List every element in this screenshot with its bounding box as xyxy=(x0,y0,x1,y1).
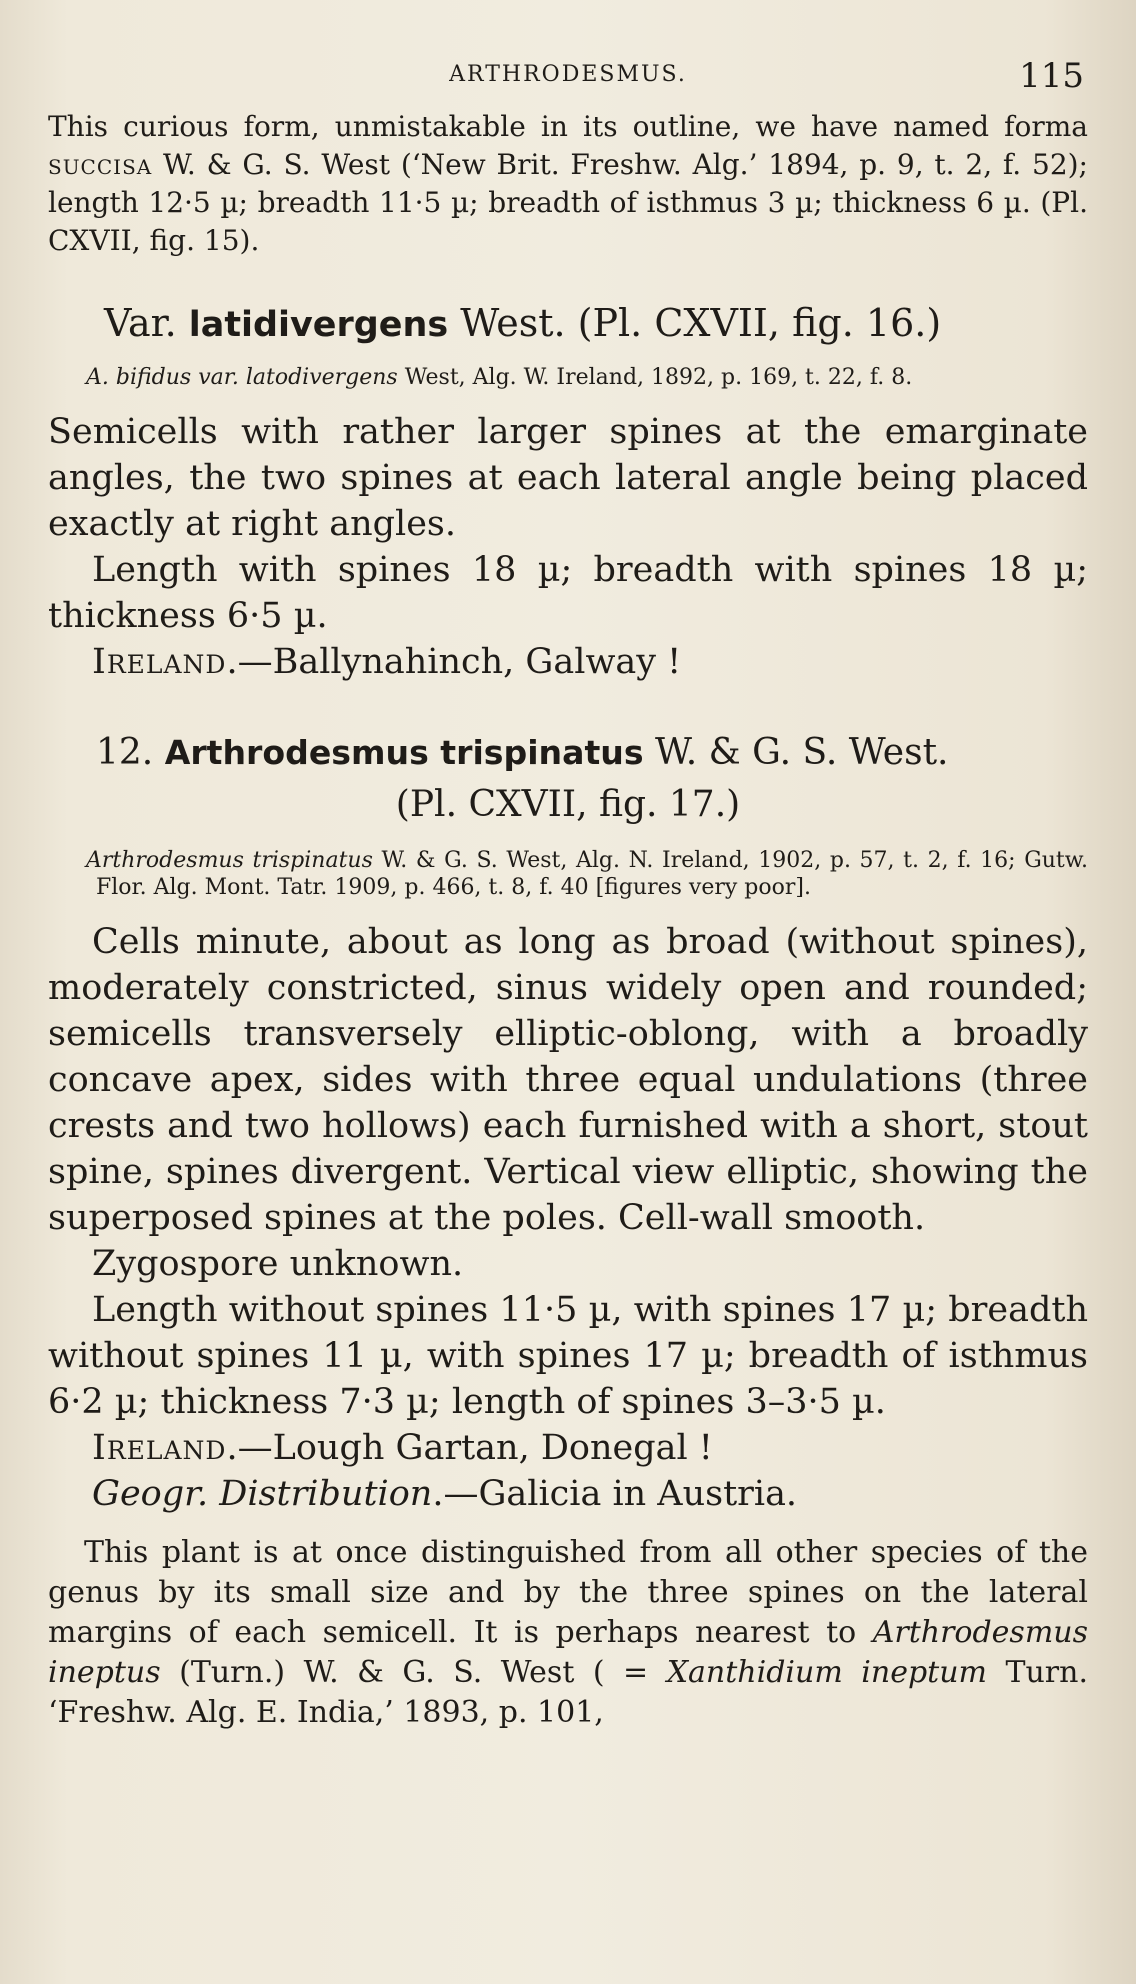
variety-locality xyxy=(48,639,1088,685)
species-note-italic-1: Arthrodesmus ineptus xyxy=(48,1615,1088,1690)
species-note xyxy=(48,1533,1088,1733)
page-number: 115 xyxy=(1019,56,1084,96)
intro-paragraph xyxy=(48,108,1088,260)
species-distribution xyxy=(48,1471,1088,1517)
species-synonym xyxy=(48,847,1088,901)
variety-heading xyxy=(104,298,1088,350)
species-locality-text: .—Lough Gartan, Donegal ! xyxy=(226,1428,713,1468)
species-number: 12. xyxy=(96,732,165,773)
species-plate: (Pl. CXVII, fig. 17.) xyxy=(395,784,741,825)
intro-text-a: This curious form, unmistakable in its outline, we have named forma xyxy=(48,110,1088,143)
intro-text-b: W. & G. S. West (‘New Brit. Freshw. Alg.’ 1894, p. 9, t. 2, f. 52); length 12·5 µ; breadth 11·5 µ; breadth of isthmus 3 µ; thickness 6 µ. (Pl. CXVII, fig. 15). xyxy=(48,148,1088,257)
species-distribution-text: .—Galicia in Austria. xyxy=(432,1474,798,1514)
variety-locality-text: .—Ballynahinch, Galway ! xyxy=(226,642,682,682)
forma-name: succisa xyxy=(48,148,153,181)
variety-synonym xyxy=(48,364,1088,391)
variety-description: Semicells with rather larger spines at the emarginate angles, the two spines at each lateral angle being placed exactly at right angles. xyxy=(48,412,1088,544)
species-note-italic-2: Xanthidium ineptum xyxy=(666,1655,987,1690)
variety-author-plate: West. (Pl. CXVII, fig. 16.) xyxy=(448,301,942,345)
species-locality xyxy=(48,1425,1088,1471)
page-header xyxy=(48,48,1088,98)
variety-synonym-italic: A. bifidus var. latodivergens xyxy=(86,365,398,390)
species-description: Cells minute, about as long as broad (without spines), moderately constricted, sinus widely open and rounded; semicells transversely elliptic-oblong, with a broadly concave apex, sides with three equal undulations (three crests and two hollows) each furnished with a short, stout spine, spines divergent. Vertical view elliptic, showing the superposed spines at the poles. Cell-wall smooth. xyxy=(48,922,1088,1238)
species-author: W. & G. S. West. xyxy=(643,732,949,773)
species-synonym-italic: Arthrodesmus trispinatus xyxy=(86,848,373,873)
variety-measurements: Length with spines 18 µ; breadth with spines 18 µ; thickness 6·5 µ. xyxy=(48,550,1088,636)
species-note-a: This plant is at once distinguished from all other species of the genus by its small size and by the three spines on the lateral margins of each semicell. It is perhaps nearest to xyxy=(48,1535,1088,1650)
variety-synonym-rest: West, Alg. W. Ireland, 1892, p. 169, t. 22, f. 8. xyxy=(397,365,913,390)
variety-prefix: Var. xyxy=(104,301,189,345)
variety-name: latidivergens xyxy=(188,305,449,345)
species-name: Arthrodesmus trispinatus xyxy=(164,733,644,772)
running-head: ARTHRODESMUS. xyxy=(449,62,687,87)
species-note-c: Turn. ‘Freshw. Alg. E. India,’ 1893, p. 101, xyxy=(48,1655,1088,1730)
variety-locality-label: Ireland xyxy=(92,642,227,682)
species-heading xyxy=(96,729,1088,777)
species-locality-label: Ireland xyxy=(92,1428,227,1468)
species-distribution-label: Geogr. Distribution xyxy=(92,1474,433,1514)
species-synonym-rest: W. & G. S. West, Alg. N. Ireland, 1902, p. 57, t. 2, f. 16; Gutw. Flor. Alg. Mont. Tatr. 1909, p. 466, t. 8, f. 40 [figures very poor]. xyxy=(96,848,1088,900)
species-note-b: (Turn.) W. & G. S. West ( = xyxy=(160,1655,667,1690)
species-measurements: Length without spines 11·5 µ, with spines 17 µ; breadth without spines 11 µ, with spines 17 µ; breadth of isthmus 6·2 µ; thickness 7·3 µ; length of spines 3–3·5 µ. xyxy=(48,1290,1088,1422)
species-zygospore: Zygospore unknown. xyxy=(92,1244,464,1284)
